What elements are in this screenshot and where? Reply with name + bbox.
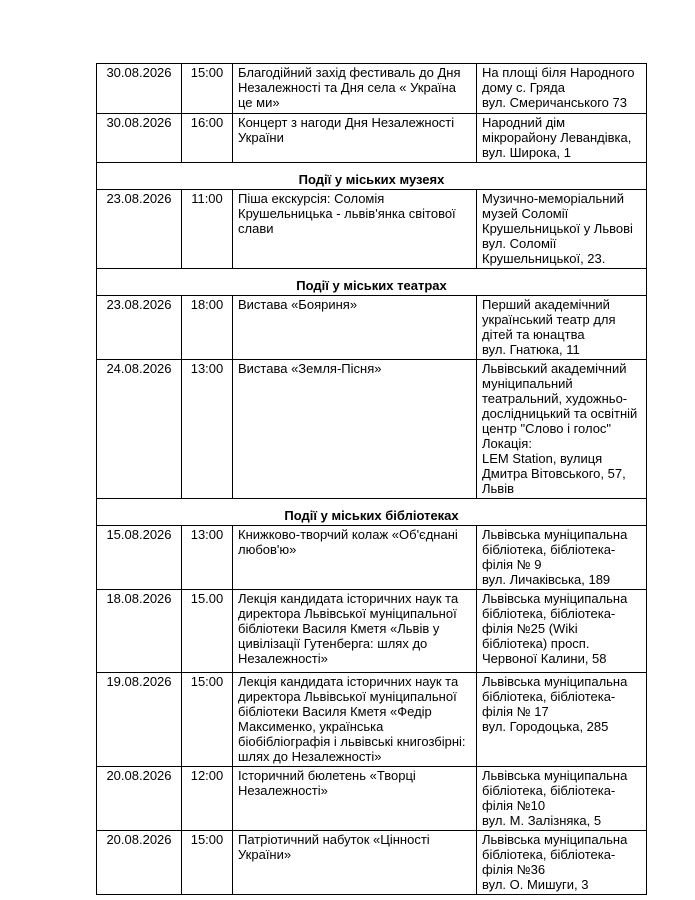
event-title: Історичний бюлетень «Творці Незалежності»: [233, 767, 477, 831]
event-place-line: вул. О. Мишуги, 3: [482, 877, 589, 892]
event-time: 15:00: [182, 64, 233, 114]
event-place-line: На площі біля Народного дому с. Гряда: [482, 65, 635, 95]
schedule-body: [97, 64, 647, 895]
event-title: Лекція кандидата історичних наук та директора Львівської муніципальної бібліотеки Василя Кметя «Львів у цивілізації Гутенберга: шлях до Незалежності»: [233, 590, 477, 673]
event-title: Книжково-творчий колаж «Об'єднані любов'ю»: [233, 526, 477, 590]
event-date: 23.08.2026: [97, 190, 182, 269]
event-place: [477, 767, 647, 831]
event-place-line: вул. Гнатюка, 11: [482, 342, 580, 357]
section-title: Події у міських театрах: [97, 269, 647, 296]
event-title: Вистава «Земля-Пісня»: [233, 360, 477, 499]
event-title: Концерт з нагоди Дня Незалежності України: [233, 114, 477, 163]
section-header-row: [97, 269, 647, 296]
event-time: 18:00: [182, 296, 233, 360]
event-time: 15:00: [182, 673, 233, 767]
section-header-row: [97, 163, 647, 190]
section-title: Події у міських бібліотеках: [97, 499, 647, 526]
event-row: [97, 767, 647, 831]
event-place-line: вул. Смеричанського 73: [482, 95, 627, 110]
event-place-line: Львівська муніципальна бібліотека, бібліотека-філія №36: [482, 832, 628, 877]
event-time: 15.00: [182, 590, 233, 673]
event-row: [97, 296, 647, 360]
event-date: 19.08.2026: [97, 673, 182, 767]
event-time: 12:00: [182, 767, 233, 831]
event-place: [477, 114, 647, 163]
event-title: Благодійний захід фестиваль до Дня Незалежності та Дня села « Україна це ми»: [233, 64, 477, 114]
event-time: 15:00: [182, 831, 233, 895]
event-place-line: Перший академічний український театр для дітей та юнацтва: [482, 297, 616, 342]
event-date: 23.08.2026: [97, 296, 182, 360]
event-time: 11:00: [182, 190, 233, 269]
event-date: 20.08.2026: [97, 767, 182, 831]
event-place-line: Львівська муніципальна бібліотека, бібліотека-філія №10: [482, 768, 628, 813]
event-row: [97, 673, 647, 767]
event-place-line: Львівський академічний муніципальний театральний, художньо-дослідницький та освітній центр "Слово і голос": [482, 361, 638, 436]
event-time: 16:00: [182, 114, 233, 163]
event-place-line: вул. Личаківська, 189: [482, 572, 611, 587]
event-date: 18.08.2026: [97, 590, 182, 673]
event-place-line: вул. М. Залізняка, 5: [482, 813, 602, 828]
event-date: 30.08.2026: [97, 64, 182, 114]
event-title: Вистава «Бояриня»: [233, 296, 477, 360]
event-row: [97, 190, 647, 269]
event-place-line: вул. Городоцька, 285: [482, 719, 609, 734]
event-place: [477, 190, 647, 269]
event-row: [97, 590, 647, 673]
section-title: Події у міських музеях: [97, 163, 647, 190]
event-place-line: Львівська муніципальна бібліотека, бібліотека-філія № 17: [482, 674, 628, 719]
event-place: [477, 526, 647, 590]
event-title: Піша екскурсія: Соломія Крушельницька - львів'янка світової слави: [233, 190, 477, 269]
event-title: Лекція кандидата історичних наук та директора Львівської муніципальної бібліотеки Василя Кметя «Федір Максименко, українська біобібліографія і львівські книгозбірні: шлях до Незалежності»: [233, 673, 477, 767]
event-row: [97, 526, 647, 590]
event-place-line: Львівська муніципальна бібліотека, бібліотека-філія №25 (Wiki бібліотека) просп. Червоної Калини, 58: [482, 591, 628, 666]
event-title: Патріотичний набуток «Цінності України»: [233, 831, 477, 895]
event-row: [97, 831, 647, 895]
event-row: [97, 114, 647, 163]
event-date: 15.08.2026: [97, 526, 182, 590]
event-row: [97, 360, 647, 499]
event-place: [477, 590, 647, 673]
section-header-row: [97, 499, 647, 526]
event-place-line: Музично-меморіальний музей Соломії Крушельницької у Львові вул. Соломії Крушельницької, 23.: [482, 191, 633, 266]
event-place-line: Народний дім мікрорайону Левандівка, вул. Широка, 1: [482, 115, 632, 160]
event-time: 13:00: [182, 526, 233, 590]
event-place: [477, 296, 647, 360]
event-date: 20.08.2026: [97, 831, 182, 895]
event-place-line: Львівська муніципальна бібліотека, бібліотека-філія № 9: [482, 527, 628, 572]
event-place: [477, 831, 647, 895]
events-schedule-table: [96, 63, 647, 895]
event-place-line: Локація:: [482, 436, 532, 451]
event-time: 13:00: [182, 360, 233, 499]
event-place: [477, 64, 647, 114]
event-place-line: LEM Station, вулиця Дмитра Вітовського, 57, Львів: [482, 451, 626, 496]
event-date: 24.08.2026: [97, 360, 182, 499]
event-place: [477, 360, 647, 499]
event-row: [97, 64, 647, 114]
event-date: 30.08.2026: [97, 114, 182, 163]
event-place: [477, 673, 647, 767]
